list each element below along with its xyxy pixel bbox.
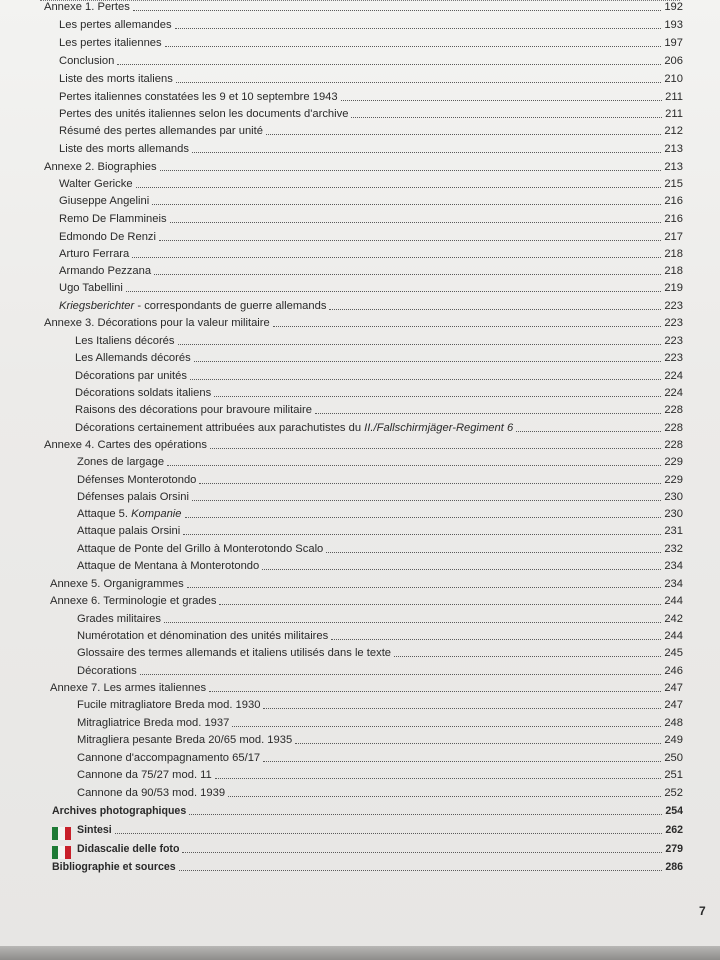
dot-leader	[133, 10, 662, 11]
dot-leader	[126, 291, 661, 292]
toc-entry-label: Cannone d'accompagnamento 65/17	[77, 752, 261, 764]
toc-entry-label: Ugo Tabellini	[59, 282, 123, 294]
toc-page-number: 223	[664, 335, 683, 347]
toc-entry-label: Glossaire des termes allemands et italiens utilisés dans le texte	[77, 647, 392, 659]
italian-flag-icon	[52, 827, 71, 840]
dot-leader	[516, 431, 661, 432]
toc-page-number: 252	[664, 787, 683, 799]
toc-entry	[75, 368, 683, 384]
toc-entry	[75, 333, 683, 349]
toc-page-number: 230	[664, 508, 683, 520]
toc-entry-label: Annexe 2. Biographies	[44, 161, 157, 173]
toc-entry-label: Fucile mitragliatore Breda mod. 1930	[77, 699, 261, 711]
toc-entry-label: Les Italiens décorés	[75, 335, 175, 347]
toc-entry-label: Annexe 6. Terminologie et grades	[50, 595, 217, 607]
toc-page-number: 224	[664, 370, 683, 382]
dot-leader	[315, 413, 661, 414]
toc-page-number: 228	[664, 439, 683, 451]
toc-page-number: 216	[664, 195, 683, 207]
toc-page-number: 249	[664, 734, 683, 746]
dot-leader	[189, 814, 662, 815]
toc-entry	[59, 141, 683, 157]
toc-entry-label: Résumé des pertes allemandes par unité	[59, 125, 263, 137]
toc-entry-label: Annexe 1. Pertes	[44, 1, 130, 13]
toc-entry-label: Armando Pezzana	[59, 265, 152, 277]
toc-page-number: 213	[664, 161, 683, 173]
toc-section-entry	[52, 803, 683, 819]
dot-leader	[326, 552, 661, 553]
dot-leader	[263, 761, 661, 762]
toc-section-entry	[44, 159, 683, 175]
toc-entry	[77, 523, 683, 539]
toc-entry	[59, 211, 683, 227]
toc-entry	[77, 663, 683, 679]
page-folio: 7	[699, 904, 706, 918]
toc-section-entry	[50, 576, 683, 592]
dot-leader	[179, 870, 662, 871]
dot-leader	[228, 796, 661, 797]
toc-entry	[77, 750, 683, 766]
toc-entry-label	[77, 506, 182, 522]
toc-entry-label: Attaque de Ponte del Grillo à Monterotondo Scalo	[77, 543, 324, 555]
toc-entry-label: Bibliographie et sources	[52, 861, 176, 873]
toc-entry	[59, 53, 683, 69]
toc-entry	[59, 71, 683, 87]
toc-section-entry	[50, 680, 683, 696]
dot-leader	[273, 326, 662, 327]
toc-section-entry	[50, 593, 683, 609]
toc-entry	[59, 263, 683, 279]
dot-leader	[152, 204, 661, 205]
toc-page-number: 242	[664, 613, 683, 625]
toc-entry	[77, 785, 683, 801]
dot-leader	[329, 309, 661, 310]
toc-page-number: 218	[664, 248, 683, 260]
toc-page-number: 254	[665, 805, 683, 817]
toc-page-number: 211	[665, 91, 683, 103]
toc-page-number: 262	[665, 824, 683, 836]
toc-page-number: 211	[665, 108, 683, 120]
dot-leader	[351, 117, 662, 118]
toc-page-number: 247	[664, 699, 683, 711]
dot-leader	[266, 134, 661, 135]
toc-entry-label: Pertes des unités italiennes selon les documents d'archive	[59, 108, 349, 120]
toc-entry	[77, 454, 683, 470]
toc-entry-label: Edmondo De Renzi	[59, 231, 157, 243]
toc-entry-label: Didascalie delle foto	[77, 843, 180, 855]
toc-entry-label: Cannone da 90/53 mod. 1939	[77, 787, 226, 799]
dot-leader	[219, 604, 661, 605]
toc-entry-label: Pertes italiennes constatées les 9 et 10 septembre 1943	[59, 91, 338, 103]
toc-entry-label-italic: Kompanie	[131, 508, 182, 520]
dot-leader	[182, 852, 662, 853]
toc-page-number: 218	[664, 265, 683, 277]
toc-page-number: 248	[664, 717, 683, 729]
dot-leader	[331, 639, 661, 640]
toc-entry	[77, 715, 683, 731]
toc-entry-label: Remo De Flammineis	[59, 213, 167, 225]
dot-leader	[192, 500, 661, 501]
dot-leader	[394, 656, 661, 657]
toc-entry	[77, 645, 683, 661]
dot-leader	[165, 46, 662, 47]
dot-leader	[214, 396, 661, 397]
toc-entry	[59, 298, 683, 314]
dot-leader	[263, 708, 661, 709]
toc-entry	[75, 402, 683, 418]
toc-entry	[59, 193, 683, 209]
dot-leader	[262, 569, 661, 570]
toc-entry-label: Défenses palais Orsini	[77, 491, 189, 503]
toc-entry	[77, 767, 683, 783]
toc-entry	[77, 628, 683, 644]
toc-entry	[59, 280, 683, 296]
toc-page-number: 247	[664, 682, 683, 694]
dot-leader	[136, 187, 662, 188]
toc-entry-label: Décorations soldats italiens	[75, 387, 212, 399]
toc-page-number: 229	[664, 474, 683, 486]
toc-entry-label: Cannone da 75/27 mod. 11	[77, 769, 212, 781]
toc-entry-label: Conclusion	[59, 55, 115, 67]
dot-leader	[115, 833, 662, 834]
dot-leader	[209, 691, 661, 692]
toc-entry-label-rest: - correspondants de guerre allemands	[134, 300, 327, 312]
toc-entry-label: Attaque palais Orsini	[77, 525, 181, 537]
toc-page-number: 244	[664, 630, 683, 642]
toc-entry-label: Raisons des décorations pour bravoure militaire	[75, 404, 312, 416]
toc-section-entry	[44, 315, 683, 331]
toc-section-entry	[44, 437, 683, 453]
toc-page-number: 216	[664, 213, 683, 225]
toc-page-number: 234	[664, 560, 683, 572]
dot-leader	[185, 517, 662, 518]
dot-leader	[210, 448, 661, 449]
toc-entry	[75, 385, 683, 401]
toc-entry	[77, 697, 683, 713]
dot-leader	[341, 100, 662, 101]
dot-leader	[175, 28, 662, 29]
toc-entry	[77, 472, 683, 488]
toc-page-number: 251	[664, 769, 683, 781]
toc-entry-label: Annexe 4. Cartes des opérations	[44, 439, 207, 451]
toc-entry-label: Giuseppe Angelini	[59, 195, 150, 207]
toc-entry	[59, 229, 683, 245]
toc-entry-label: Annexe 5. Organigrammes	[50, 578, 184, 590]
toc-entry-label	[59, 298, 326, 314]
italian-flag-icon	[52, 846, 71, 859]
toc-page-number: 286	[665, 861, 683, 873]
toc-entry-label-italic: II./Fallschirmjäger-Regiment 6	[364, 422, 514, 434]
toc-entry-label: Zones de largage	[77, 456, 165, 468]
toc-entry-label: Arturo Ferrara	[59, 248, 130, 260]
toc-entry-label-text: Décorations certainement attribuées aux parachutistes du	[75, 422, 365, 434]
toc-entry-label: Mitragliera pesante Breda 20/65 mod. 1935	[77, 734, 293, 746]
toc-page-number: 206	[664, 55, 683, 67]
toc-page-number: 217	[664, 231, 683, 243]
toc-entry-label: Liste des morts allemands	[59, 143, 189, 155]
toc-entry-label: Archives photographiques	[52, 805, 187, 817]
toc-page-number: 250	[664, 752, 683, 764]
toc-page-number: 234	[664, 578, 683, 590]
toc-entry-label: Walter Gericke	[59, 178, 133, 190]
toc-entry-label: Décorations	[77, 665, 137, 677]
dot-leader	[140, 674, 662, 675]
toc-entry-label: Sintesi	[77, 824, 112, 836]
toc-entry	[59, 89, 683, 105]
toc-page-number: 229	[664, 456, 683, 468]
toc-entry-label: Les pertes italiennes	[59, 37, 162, 49]
dot-leader	[199, 483, 661, 484]
dot-leader	[190, 379, 661, 380]
toc-page-number: 210	[664, 73, 683, 85]
toc-page-number: 230	[664, 491, 683, 503]
toc-page-number: 228	[664, 422, 683, 434]
dot-leader	[215, 778, 662, 779]
toc-entry-label: Annexe 3. Décorations pour la valeur militaire	[44, 317, 270, 329]
toc-page-number: 215	[664, 178, 683, 190]
toc-entry	[77, 489, 683, 505]
toc-entry	[77, 541, 683, 557]
toc-entry	[77, 558, 683, 574]
toc-section-entry	[52, 859, 683, 875]
toc-page-number: 279	[665, 843, 683, 855]
toc-entry-label: Mitragliatrice Breda mod. 1937	[77, 717, 230, 729]
toc-page-number: 224	[664, 387, 683, 399]
toc-page-number: 213	[664, 143, 683, 155]
toc-entry-label: Attaque de Mentana à Monterotondo	[77, 560, 260, 572]
dot-leader	[164, 622, 661, 623]
toc-entry-label-italic: Kriegsberichter	[59, 300, 135, 312]
toc-page-number: 223	[664, 300, 683, 312]
toc-entry-label: Liste des morts italiens	[59, 73, 173, 85]
dot-leader	[178, 344, 662, 345]
toc-page-number: 232	[664, 543, 683, 555]
toc-entry-label: Les pertes allemandes	[59, 19, 172, 31]
toc-entry	[75, 420, 683, 436]
toc-entry-label: Annexe 7. Les armes italiennes	[50, 682, 207, 694]
dot-leader	[117, 64, 661, 65]
toc-page-number: 223	[664, 352, 683, 364]
dot-leader	[160, 170, 662, 171]
toc-entry-label: Les Allemands décorés	[75, 352, 191, 364]
toc-entry	[77, 611, 683, 627]
dot-leader	[154, 274, 661, 275]
toc-section-entry	[52, 822, 683, 838]
toc-page-number: 192	[664, 1, 683, 13]
dot-leader	[132, 257, 661, 258]
toc-entry	[77, 732, 683, 748]
toc-entry	[59, 176, 683, 192]
dot-leader	[187, 587, 662, 588]
toc-page-number: 228	[664, 404, 683, 416]
dot-leader	[176, 82, 662, 83]
dot-leader	[170, 222, 662, 223]
toc-section-entry	[44, 0, 683, 15]
dot-leader	[194, 361, 662, 362]
toc-page-number: 246	[664, 665, 683, 677]
page-edge-shadow	[0, 946, 720, 960]
toc-section-entry	[52, 841, 683, 857]
toc-entry-label: Numérotation et dénomination des unités militaires	[77, 630, 329, 642]
dot-leader	[167, 465, 661, 466]
toc-entry-label	[75, 420, 513, 436]
toc-entry-label: Décorations par unités	[75, 370, 187, 382]
dot-leader	[183, 534, 661, 535]
toc-entry-label: Défenses Monterotondo	[77, 474, 197, 486]
toc-page-number: 212	[664, 125, 683, 137]
dot-leader	[295, 743, 661, 744]
toc-entry	[75, 350, 683, 366]
toc-page-number: 219	[664, 282, 683, 294]
toc-entry	[59, 123, 683, 139]
toc-page-number: 245	[664, 647, 683, 659]
toc-entry-label-text: Attaque 5.	[77, 508, 132, 520]
toc-entry	[59, 35, 683, 51]
dot-leader	[192, 152, 661, 153]
toc-page-number: 244	[664, 595, 683, 607]
toc-entry	[59, 246, 683, 262]
toc-page-number: 231	[664, 525, 683, 537]
toc-entry	[77, 506, 683, 522]
toc-page-number: 197	[664, 37, 683, 49]
toc-page-number: 193	[664, 19, 683, 31]
toc-page-number: 223	[664, 317, 683, 329]
toc-entry	[59, 17, 683, 33]
toc-entry	[59, 106, 683, 122]
dot-leader	[232, 726, 661, 727]
dot-leader	[159, 240, 661, 241]
toc-entry-label: Grades militaires	[77, 613, 161, 625]
